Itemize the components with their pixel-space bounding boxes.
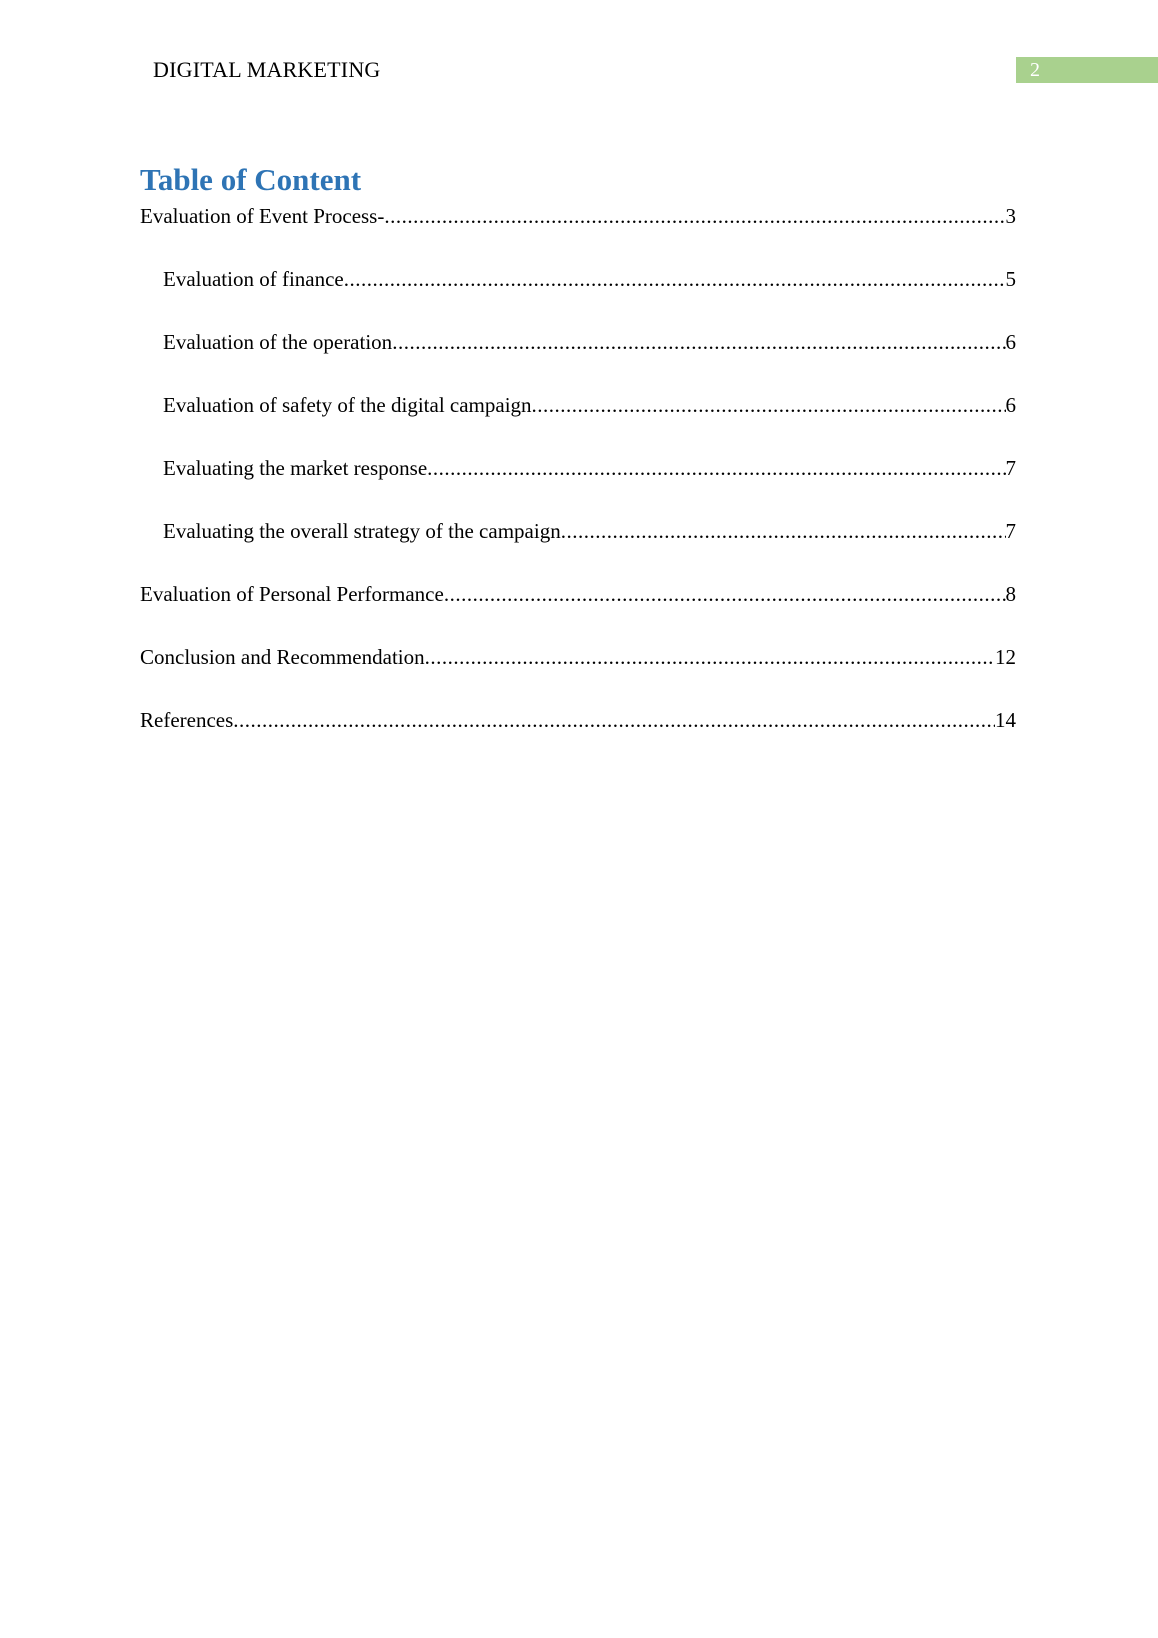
toc-entry-event-process[interactable] — [140, 198, 1016, 261]
toc-entry-personal-performance[interactable] — [140, 576, 1016, 639]
toc-dot-leader — [444, 576, 1006, 612]
toc-dot-leader — [561, 513, 1006, 549]
toc-dot-leader — [233, 702, 995, 738]
toc-dot-leader — [384, 198, 1005, 234]
toc-dot-leader — [425, 639, 995, 675]
toc-entry-label: Evaluation of Event Process- — [140, 204, 385, 228]
toc-entry-page: 6 — [1005, 393, 1016, 417]
toc-entry-page: 8 — [1005, 582, 1016, 606]
toc-dot-leader — [392, 324, 1005, 360]
toc-entry-label: Evaluation of finance — [163, 267, 344, 291]
toc-entry-label: Conclusion and Recommendation — [140, 645, 425, 669]
toc-entry-safety[interactable] — [140, 387, 1016, 450]
toc-entry-label: Evaluation of Personal Performance — [140, 582, 444, 606]
toc-entry-page: 14 — [995, 708, 1016, 732]
toc-dot-leader — [427, 450, 1005, 486]
toc-entry-page: 3 — [1005, 204, 1016, 228]
toc-entry-label: Evaluating the market response — [163, 456, 428, 480]
toc-entry-label: Evaluating the overall strategy of the campaign — [163, 519, 561, 543]
toc-entry-overall-strategy[interactable] — [140, 513, 1016, 576]
toc-entry-market-response[interactable] — [140, 450, 1016, 513]
toc-heading: Table of Content — [140, 162, 362, 197]
toc-entry-operation[interactable] — [140, 324, 1016, 387]
toc-entry-page: 7 — [1005, 519, 1016, 543]
toc-dot-leader — [532, 387, 1006, 423]
toc-entry-page: 12 — [995, 645, 1016, 669]
toc-entry-references[interactable] — [140, 702, 1016, 765]
running-header-title: DIGITAL MARKETING — [153, 57, 381, 82]
toc-entry-label: References — [140, 708, 234, 732]
toc-dot-leader — [344, 261, 1006, 297]
toc-entry-page: 5 — [1005, 267, 1016, 291]
page-number-badge: 2 — [1016, 57, 1158, 83]
toc-entry-label: Evaluation of the operation — [163, 330, 393, 354]
toc-entry-finance[interactable] — [140, 261, 1016, 324]
toc-entry-conclusion[interactable] — [140, 639, 1016, 702]
toc-list — [140, 198, 1016, 765]
toc-entry-page: 7 — [1005, 456, 1016, 480]
toc-entry-label: Evaluation of safety of the digital campaign — [163, 393, 532, 417]
toc-entry-page: 6 — [1005, 330, 1016, 354]
